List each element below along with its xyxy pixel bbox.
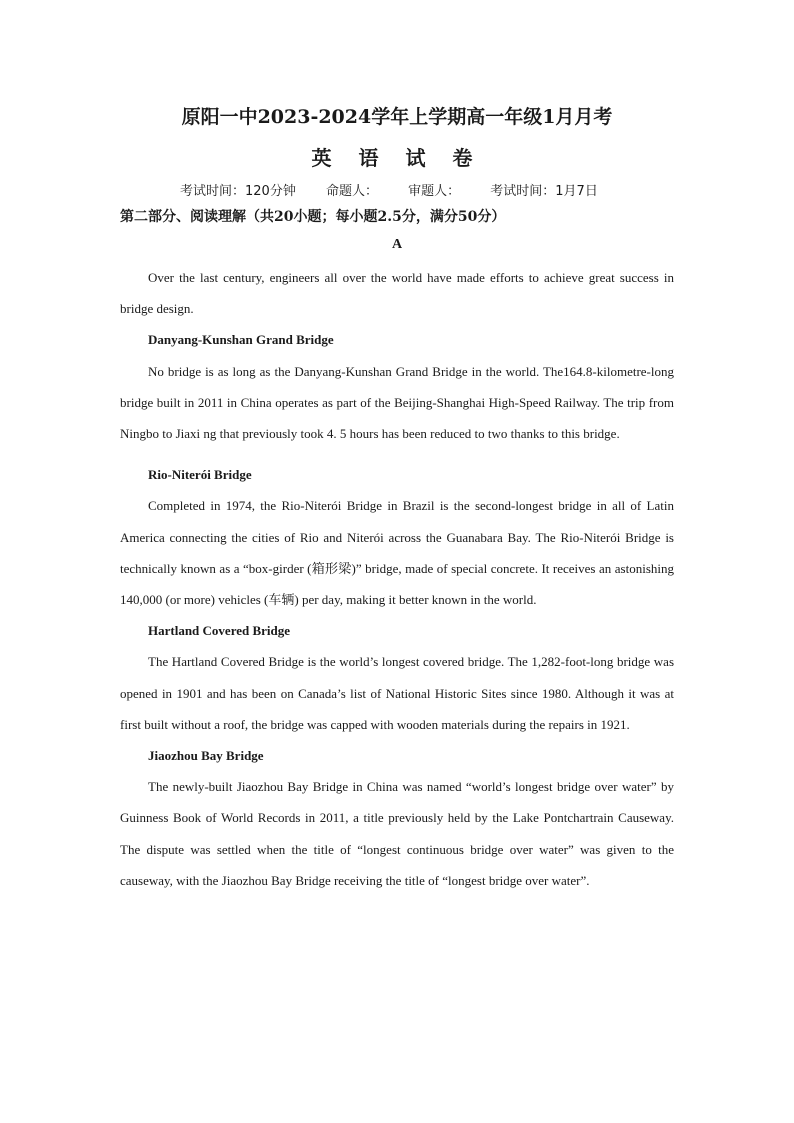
exam-setter: 命题人： — [325, 184, 378, 199]
bridge-paragraph: Completed in 1974, the Rio-Niterói Bridge in Brazil is the second-longest bridge in all of Latin America connecting the cities of Rio and Niterói across the Guanabara Bay. The Rio-Niterói Bridge is technically known as a “box-girder (箱形梁)” bridge, made of special concrete. It receives an astonishing 140,000 (or more) vehicles (车辆) per day, making it better known in the world. — [120, 498, 674, 608]
exam-meta — [180, 183, 680, 201]
bridge-heading: Rio-Niterói Bridge — [148, 467, 252, 483]
passage-intro: Over the last century, engineers all over the world have made efforts to achieve great success in bridge design. — [120, 270, 674, 317]
paragraph-gap — [120, 449, 674, 459]
reading-passage — [120, 262, 674, 896]
bridge-paragraph: The Hartland Covered Bridge is the world’s longest covered bridge. The 1,282-foot-long bridge was opened in 1901 and has been on Canada’s list of National Historic Sites since 1980. Although it was at first built without a roof, the bridge was capped with wooden materials during the repairs in 1921. — [120, 654, 674, 732]
exam-date: 考试时间：1月7日 — [490, 184, 598, 199]
exam-duration: 考试时间：120分钟 — [180, 184, 296, 199]
exam-title: 原阳一中2023-2024学年上学期高一年级1月月考 — [181, 106, 613, 128]
bridge-heading: Jiaozhou Bay Bridge — [148, 748, 264, 764]
bridge-paragraph: No bridge is as long as the Danyang-Kunshan Grand Bridge in the world. The164.8-kilometre-long bridge built in 2011 in China operates as part of the Beijing-Shanghai High-Speed Railway. The trip from Ningbo to Jiaxi ng that previously took 4. 5 hours has been reduced to two thanks to this bridge. — [120, 363, 674, 442]
exam-subtitle: 英 语 试 卷 — [311, 146, 483, 170]
exam-reviewer: 审题人： — [408, 184, 461, 199]
bridge-heading: Danyang-Kunshan Grand Bridge — [148, 332, 334, 348]
part-letter: A — [391, 237, 403, 252]
bridge-paragraph: The newly-built Jiaozhou Bay Bridge in China was named “world’s longest bridge over water” by Guinness Book of World Records in 2011, a title previously held by the Lake Pontchartrain Causeway. The dispute was settled when the title of “longest continuous bridge over water” was given to the causeway, with the Jiaozhou Bay Bridge receiving the title of “longest bridge over water”. — [120, 779, 674, 888]
bridge-heading: Hartland Covered Bridge — [148, 623, 291, 639]
section-heading: 第二部分、阅读理解（共20小题；每小题2.5分，满分50分） — [120, 209, 506, 225]
